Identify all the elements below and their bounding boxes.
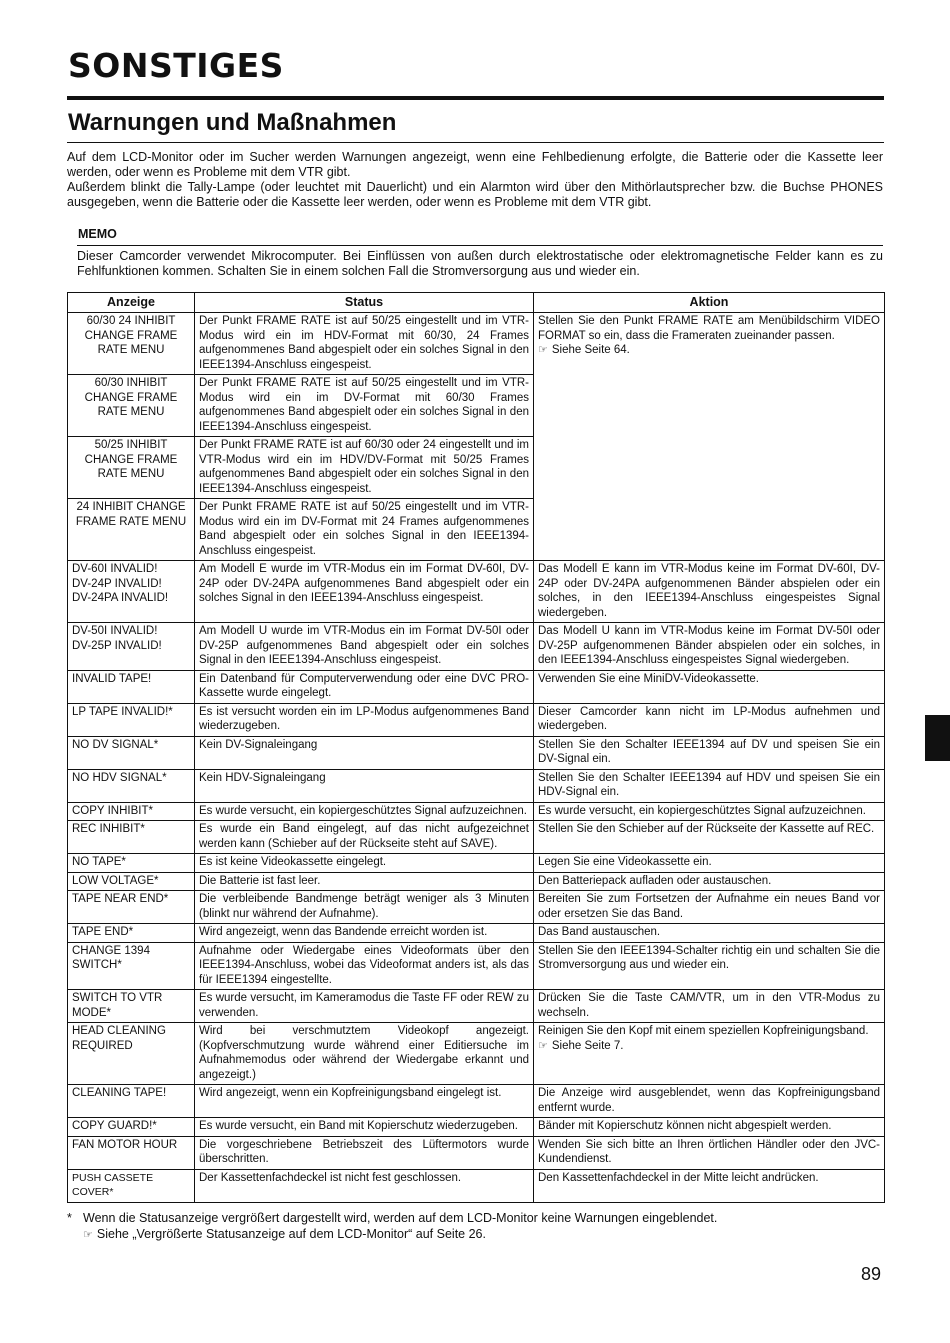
- status-cell: [195, 1118, 534, 1137]
- display-cell: [68, 769, 195, 802]
- pointing-hand-icon: ☞: [83, 1229, 93, 1241]
- display-cell: [68, 802, 195, 821]
- memo-rule: [77, 245, 883, 246]
- display-cell: [68, 1136, 195, 1169]
- action-text: Es wurde versucht, ein kopiergeschütztes Signal aufzuzeichnen.: [538, 804, 866, 817]
- warnings-table: [67, 292, 885, 1203]
- action-text: Stellen Sie den Punkt FRAME RATE am Menübildschirm VIDEO FORMAT so ein, dass die Frameraten zueinander passen.: [538, 315, 880, 342]
- display-cell: [68, 821, 195, 854]
- status-text: Aufnahme oder Wiedergabe eines Videoformats über den IEEE1394-Anschluss, wobei das Videoformat anders ist, als das für IEEE1394 eingestellte.: [199, 944, 529, 986]
- memo-text: Dieser Camcorder verwendet Mikrocomputer. Bei Einflüssen von außen durch elektrostatische oder elektromagnetische Felder kann es zu Fehlfunktionen kommen. Schalten Sie in einem solchen Fall die Stromversorgung aus und wieder ein.: [77, 249, 883, 278]
- table-row: [68, 872, 885, 891]
- status-cell: [195, 821, 534, 854]
- display-text: SWITCH*: [72, 959, 122, 971]
- display-cell: [68, 437, 195, 499]
- table-row: [68, 924, 885, 943]
- action-cell: [534, 1085, 885, 1118]
- display-cell: [68, 313, 195, 375]
- display-text: TAPE END*: [72, 926, 134, 938]
- display-cell: [68, 891, 195, 924]
- title-rule: [67, 96, 884, 100]
- action-ref-text: Siehe Seite 64.: [551, 344, 630, 356]
- action-cell: [534, 854, 885, 873]
- display-cell: [68, 854, 195, 873]
- status-cell: [195, 802, 534, 821]
- status-text: Es wurde versucht, ein kopiergeschütztes Signal aufzuzeichnen.: [199, 804, 527, 817]
- footnote-ref-text: Siehe „Vergrößerte Statusanzeige auf dem LCD-Monitor“ auf Seite 26.: [96, 1227, 486, 1241]
- header-status: Status: [195, 293, 534, 313]
- action-cell: [534, 802, 885, 821]
- intro-paragraph: Auf dem LCD-Monitor oder im Sucher werden Warnungen angezeigt, wenn eine Fehlbedienung erfolgte, die Batterie oder die Kassette leer werden, oder wenn es Probleme mit dem VTR gibt.: [67, 150, 883, 179]
- status-text: Der Kassettenfachdeckel ist nicht fest geschlossen.: [199, 1171, 462, 1184]
- status-text: Die Batterie ist fast leer.: [199, 874, 321, 887]
- table-row: [68, 623, 885, 671]
- display-text: HEAD CLEANING: [72, 1025, 166, 1037]
- status-cell: [195, 623, 534, 671]
- status-text: Wird angezeigt, wenn ein Kopfreinigungsband eingelegt ist.: [199, 1087, 502, 1099]
- status-text: Kein DV-Signaleingang: [199, 738, 318, 751]
- display-cell: [68, 623, 195, 671]
- table-row: [68, 1023, 885, 1085]
- action-cell: [534, 703, 885, 736]
- status-cell: [195, 703, 534, 736]
- display-text: COPY GUARD!*: [72, 1120, 157, 1132]
- status-cell: [195, 769, 534, 802]
- display-cell: [68, 1023, 195, 1085]
- display-text: DV-50I INVALID!: [72, 625, 158, 637]
- display-text: CHANGE 1394: [72, 944, 150, 957]
- table-row: [68, 1169, 885, 1202]
- action-text: Wenden Sie sich bitte an Ihren örtlichen Händler oder den JVC-Kundendienst.: [538, 1138, 880, 1165]
- action-text: Bereiten Sie zum Fortsetzen der Aufnahme ein neues Band vor oder ersetzen Sie das Band.: [538, 893, 880, 920]
- table-row: [68, 1118, 885, 1137]
- status-text: Es wurde versucht, im Kameramodus die Taste FF oder REW zu verwenden.: [199, 992, 529, 1019]
- action-text: Das Modell U kann im VTR-Modus keine im Format DV-50I oder DV-25P aufgenommenen Bänder abspielen oder ein solches, in den IEEE1394-Anschluss eingespeistes Signal wiedergeben.: [538, 625, 880, 666]
- table-header-row: [68, 293, 885, 313]
- action-cell: [534, 990, 885, 1023]
- action-cell: [534, 924, 885, 943]
- display-text: LP TAPE INVALID!*: [72, 705, 173, 718]
- action-cell: [534, 769, 885, 802]
- action-text: Stellen Sie den Schieber auf der Rückseite der Kassette auf REC.: [538, 823, 875, 835]
- action-cell: [534, 872, 885, 891]
- display-cell: [68, 670, 195, 703]
- footnote-reference: [67, 1226, 883, 1243]
- action-text: Das Modell E kann im VTR-Modus keine im Format DV-60I, DV-24P oder DV-24PA aufgenommenen Bänder abspielen oder ein solches, in den IEEE1394-Anschluss eingespeistes Signal wiedergeben.: [538, 563, 880, 619]
- status-cell: [195, 375, 534, 437]
- display-text: 60/30 24 INHIBIT CHANGE FRAME RATE MENU: [84, 315, 178, 356]
- display-text: REC INHIBIT*: [72, 823, 145, 835]
- status-cell: [195, 561, 534, 623]
- display-text: NO DV SIGNAL*: [72, 738, 159, 751]
- action-text: Dieser Camcorder kann nicht im LP-Modus aufnehmen und wiedergeben.: [538, 705, 880, 732]
- page-number: 89: [861, 1264, 882, 1284]
- display-cell: [68, 703, 195, 736]
- table-row: [68, 561, 885, 623]
- section-rule: [67, 142, 884, 143]
- display-cell: [68, 736, 195, 769]
- status-cell: [195, 1023, 534, 1085]
- display-cell: [68, 561, 195, 623]
- status-text: Der Punkt FRAME RATE ist auf 50/25 eingestellt und im VTR-Modus wird ein im DV-Format mit 60/30 Frames aufgenommenes Band abgespielt oder ein solches Signal in den IEEE1394-Anschluss eingespeist.: [199, 377, 529, 433]
- status-text: Es wurde ein Band eingelegt, auf das nicht aufgezeichnet werden kann (Schieber auf der Rückseite steht auf SAVE).: [199, 823, 529, 850]
- table-row: [68, 891, 885, 924]
- action-cell: [534, 561, 885, 623]
- pointing-hand-icon: ☞: [538, 1039, 548, 1052]
- status-text: Die vorgeschriebene Betriebszeit des Lüftermotors wurde überschritten.: [199, 1138, 529, 1165]
- table-body: [68, 313, 885, 1203]
- status-cell: [195, 872, 534, 891]
- action-ref-text: Siehe Seite 7.: [551, 1039, 624, 1052]
- action-cell: [534, 670, 885, 703]
- action-text: Verwenden Sie eine MiniDV-Videokassette.: [538, 672, 759, 685]
- action-text: Den Kassettenfachdeckel in der Mitte leicht andrücken.: [538, 1171, 819, 1184]
- action-cell: [534, 1169, 885, 1202]
- footnote: [67, 1210, 883, 1243]
- action-text: Drücken Sie die Taste CAM/VTR, um in den VTR-Modus zu wechseln.: [538, 992, 880, 1019]
- display-cell: [68, 499, 195, 561]
- display-text: DV-60I INVALID!: [72, 563, 158, 575]
- display-text: NO HDV SIGNAL*: [72, 771, 167, 784]
- table-row: [68, 736, 885, 769]
- table-row: [68, 769, 885, 802]
- section-title: Warnungen und Maßnahmen: [68, 109, 397, 136]
- display-text: TAPE NEAR END*: [72, 893, 169, 905]
- intro-text: [67, 150, 883, 210]
- header-display: Anzeige: [68, 293, 195, 313]
- status-cell: [195, 1169, 534, 1202]
- status-text: Es ist versucht worden ein im LP-Modus aufgenommenes Band wiederzugeben.: [199, 705, 529, 732]
- table-row: [68, 990, 885, 1023]
- action-text: Die Anzeige wird ausgeblendet, wenn das Kopfreinigungsband entfernt wurde.: [538, 1087, 880, 1114]
- page-title: SONSTIGES: [68, 46, 284, 85]
- action-cell: [534, 736, 885, 769]
- status-text: Wird bei verschmutztem Videokopf angezeigt. (Kopfverschmutzung wurde während einer Editiersuche im Aufnahmemodus oder während der Wiedergabe erkannt und angezeigt.): [199, 1025, 529, 1081]
- action-text: Legen Sie eine Videokassette ein.: [538, 856, 712, 868]
- status-text: Wird angezeigt, wenn das Bandende erreicht worden ist.: [199, 926, 488, 938]
- action-text: Stellen Sie den Schalter IEEE1394 auf HDV und speisen Sie ein HDV-Signal ein.: [538, 771, 880, 798]
- display-text: DV-24P INVALID!: [72, 577, 162, 590]
- status-cell: [195, 437, 534, 499]
- action-cell: [534, 821, 885, 854]
- status-cell: [195, 670, 534, 703]
- table-row: [68, 313, 885, 375]
- status-cell: [195, 1085, 534, 1118]
- status-text: Der Punkt FRAME RATE ist auf 50/25 eingestellt und im VTR-Modus wird ein im DV-Format mit 24 Frames aufgenommenes Band abgespielt oder ein solches Signal in den IEEE1394-Anschluss eingespeist.: [199, 501, 529, 557]
- display-text: PUSH CASSETE: [72, 1171, 154, 1184]
- display-text: 24 INHIBIT CHANGE FRAME RATE MENU: [75, 501, 187, 528]
- action-cell: [534, 1136, 885, 1169]
- status-cell: [195, 313, 534, 375]
- display-text: COPY INHIBIT*: [72, 804, 153, 817]
- status-cell: [195, 499, 534, 561]
- table-row: [68, 670, 885, 703]
- display-text: COVER*: [72, 1186, 114, 1198]
- status-cell: [195, 990, 534, 1023]
- table-row: [68, 1136, 885, 1169]
- action-text: Das Band austauschen.: [538, 926, 661, 938]
- action-cell: [534, 623, 885, 671]
- status-cell: [195, 891, 534, 924]
- table-row: [68, 802, 885, 821]
- display-text: MODE*: [72, 1006, 111, 1019]
- action-cell: [534, 1023, 885, 1085]
- action-text: Stellen Sie den IEEE1394-Schalter richtig ein und schalten Sie die Stromversorgung aus und wieder ein.: [538, 944, 880, 971]
- display-text: DV-24PA INVALID!: [72, 592, 169, 604]
- action-cell: [534, 313, 885, 561]
- display-text: NO TAPE*: [72, 856, 126, 868]
- status-text: Kein HDV-Signaleingang: [199, 771, 326, 784]
- display-text: 60/30 INHIBIT CHANGE FRAME RATE MENU: [84, 377, 178, 418]
- intro-paragraph: Außerdem blinkt die Tally-Lampe (oder leuchtet mit Dauerlicht) und ein Alarmton wird über den Mithörlautsprecher bzw. die Buchse PHONES ausgegeben, wenn die Batterie oder die Kassette leer werden, oder wenn es Probleme mit dem VTR gibt.: [67, 180, 883, 209]
- table-row: [68, 854, 885, 873]
- table-row: [68, 942, 885, 990]
- display-cell: [68, 942, 195, 990]
- status-cell: [195, 736, 534, 769]
- display-cell: [68, 1085, 195, 1118]
- display-cell: [68, 872, 195, 891]
- status-text: Es wurde versucht, ein Band mit Kopierschutz wiederzugeben.: [199, 1120, 518, 1132]
- table-row: [68, 1085, 885, 1118]
- table-row: [68, 821, 885, 854]
- memo-label: MEMO: [78, 227, 117, 241]
- status-cell: [195, 942, 534, 990]
- status-text: Ein Datenband für Computerverwendung oder eine DVC PRO-Kassette wurde eingelegt.: [199, 672, 529, 699]
- status-cell: [195, 1136, 534, 1169]
- header-action: Aktion: [534, 293, 885, 313]
- status-cell: [195, 924, 534, 943]
- footnote-marker: *: [67, 1211, 72, 1225]
- display-text: CLEANING TAPE!: [72, 1087, 167, 1099]
- status-text: Der Punkt FRAME RATE ist auf 60/30 oder 24 eingestellt und im VTR-Modus wird ein im HDV/DV-Format mit 50/25 Frames aufgenommenes Band abgespielt oder ein solches Signal in den IEEE1394-Anschluss eingespeist.: [199, 439, 529, 495]
- action-text: Den Batteriepack aufladen oder austauschen.: [538, 874, 772, 887]
- display-text: INVALID TAPE!: [72, 672, 152, 685]
- action-cell: [534, 942, 885, 990]
- display-cell: [68, 1118, 195, 1137]
- display-cell: [68, 924, 195, 943]
- chapter-tab: [925, 715, 950, 761]
- table-row: [68, 703, 885, 736]
- status-text: Der Punkt FRAME RATE ist auf 50/25 eingestellt und im VTR-Modus wird ein im HDV-Format mit 60/30, 24 Frames aufgenommenes Band abgespielt oder ein solches Signal in den IEEE1394-Anschluss eingespeist.: [199, 315, 529, 371]
- status-text: Am Modell U wurde im VTR-Modus ein im Format DV-50I oder DV-25P aufgenommenes Band abgespielt oder ein solches Signal in den IEEE1394-Anschluss eingespeist.: [199, 625, 529, 666]
- status-text: Am Modell E wurde im VTR-Modus ein im Format DV-60I, DV-24P oder DV-24PA aufgenommenes Band abgespielt oder ein solches Signal in den IEEE1394-Anschluss eingespeist.: [199, 563, 529, 604]
- display-text: SWITCH TO VTR: [72, 992, 163, 1004]
- action-text: Reinigen Sie den Kopf mit einem speziellen Kopfreinigungsband.: [538, 1025, 869, 1037]
- action-cell: [534, 1118, 885, 1137]
- pointing-hand-icon: ☞: [538, 344, 548, 356]
- action-text: Bänder mit Kopierschutz können nicht abgespielt werden.: [538, 1120, 832, 1132]
- status-text: Die verbleibende Bandmenge beträgt weniger als 3 Minuten (blinkt nur während der Aufnahme).: [199, 893, 529, 920]
- display-text: 50/25 INHIBIT CHANGE FRAME RATE MENU: [84, 439, 178, 480]
- display-cell: [68, 1169, 195, 1202]
- status-cell: [195, 854, 534, 873]
- display-text: DV-25P INVALID!: [72, 639, 162, 652]
- action-cell: [534, 891, 885, 924]
- display-text: REQUIRED: [72, 1039, 133, 1052]
- action-text: Stellen Sie den Schalter IEEE1394 auf DV und speisen Sie ein DV-Signal ein.: [538, 738, 880, 765]
- display-cell: [68, 375, 195, 437]
- display-cell: [68, 990, 195, 1023]
- status-text: Es ist keine Videokassette eingelegt.: [199, 856, 387, 868]
- footnote-text: Wenn die Statusanzeige vergrößert dargestellt wird, werden auf dem LCD-Monitor keine Warnungen eingeblendet.: [83, 1211, 718, 1225]
- display-text: FAN MOTOR HOUR: [72, 1138, 178, 1151]
- display-text: LOW VOLTAGE*: [72, 874, 159, 887]
